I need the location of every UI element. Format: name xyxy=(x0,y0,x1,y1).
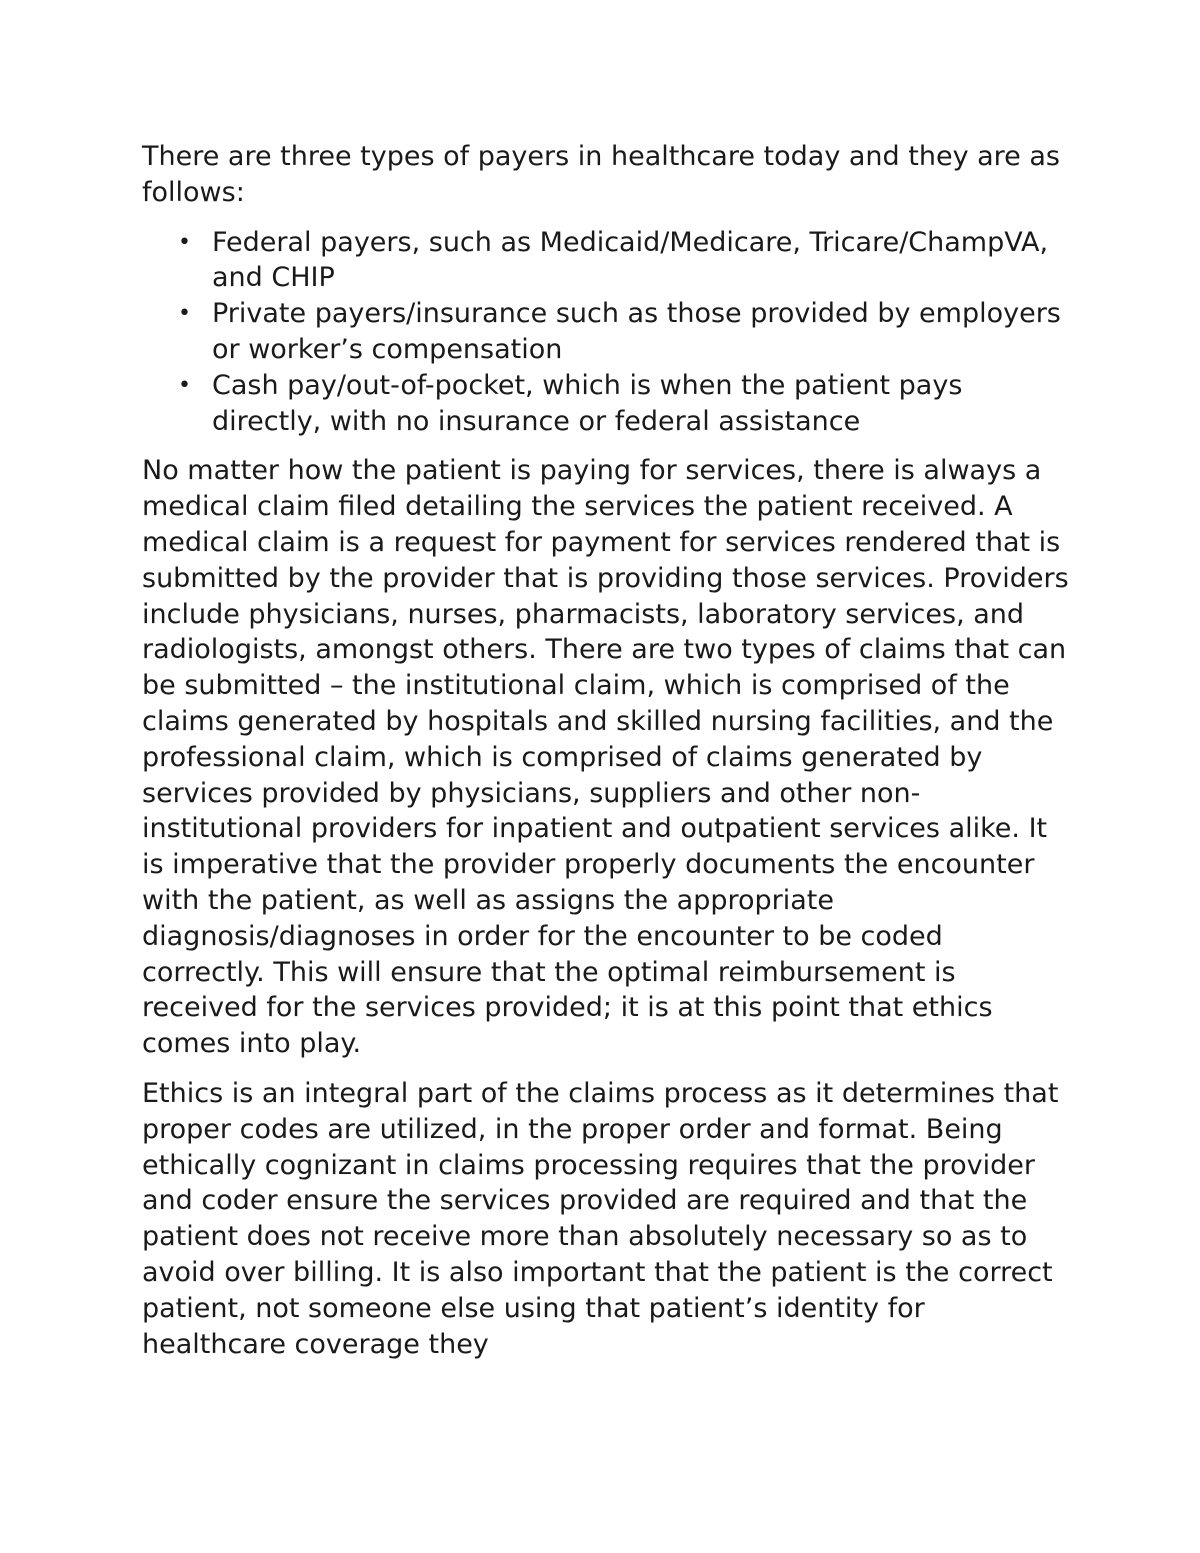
document-body xyxy=(142,139,1072,1376)
ethics-paragraph: Ethics is an integral part of the claims process as it determines that proper codes are utilized, in the proper order and format. Being ethically cognizant in claims processing requires that the provider and coder ensure the services provided are required and that the patient does not receive more than absolutely necessary so as to avoid over billing. It is also important that the patient is the correct patient, not someone else using that patient’s identity for healthcare coverage they xyxy=(142,1077,1059,1360)
bullet-icon: • xyxy=(178,229,191,255)
bullet-icon: • xyxy=(178,372,191,398)
claims-paragraph: No matter how the patient is paying for services, there is always a medical claim filed detailing the services the patient received. A medical claim is a request for payment for services rendered that is submitted by the provider that is providing those services. Providers include physicians, nurses, pharmacists, laboratory services, and radiologists, amongst others. There are two types of claims that can be submitted – the institutional claim, which is comprised of the claims generated by hospitals and skilled nursing facilities, and the professional claim, which is comprised of claims generated by services provided by physicians, suppliers and other non-institutional providers for inpatient and outpatient services alike. It is imperative that the provider properly documents the encounter with the patient, as well as assigns the appropriate diagnosis/diagnoses in order for the encounter to be coded correctly. This will ensure that the optimal reimbursement is received for the services provided; it is at this point that ethics comes into play. xyxy=(142,455,1069,1060)
payer-types-list xyxy=(142,225,1072,440)
list-item-text: Private payers/insurance such as those provided by employers or worker’s compensation xyxy=(212,298,1061,365)
list-item xyxy=(142,225,1072,297)
list-item-text: Cash pay/out-of-pocket, which is when the patient pays directly, with no insurance or federal assistance xyxy=(212,369,963,437)
list-item xyxy=(142,368,1072,440)
intro-paragraph: There are three types of payers in healthcare today and they are as follows: xyxy=(142,141,1060,208)
bullet-icon: • xyxy=(178,301,191,327)
list-item xyxy=(142,296,1072,368)
list-item-text: Federal payers, such as Medicaid/Medicare, Tricare/ChampVA, and CHIP xyxy=(212,226,1049,294)
